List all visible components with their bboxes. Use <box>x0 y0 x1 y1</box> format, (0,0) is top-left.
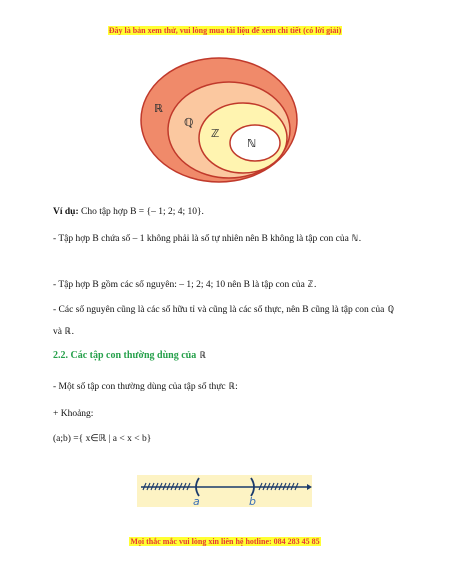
paragraph-2-text: - Tập hợp B gồm các số nguyên: – 1; 2; 4; 10 nên B là tập con của <box>53 280 305 290</box>
rational-set-label: ℚ <box>184 116 194 129</box>
paragraph-2-end: . <box>313 280 317 290</box>
interval-formula: (a;b) ={ x∈ℝ | a < x < b} <box>53 434 152 444</box>
paragraph-3-end: . <box>71 327 74 337</box>
rational-set-symbol: ℚ <box>387 305 394 315</box>
paragraph-1 <box>53 228 398 250</box>
real-set-symbol: ℝ <box>65 327 71 337</box>
point-a-label: a <box>193 495 200 507</box>
hotline-notice-text: Mọi thắc mắc vui lòng xin liên hệ hotline: 084 283 45 85 <box>130 537 320 546</box>
section-heading <box>53 350 206 361</box>
paragraph-5 <box>53 403 398 425</box>
integer-set-symbol: ℤ <box>307 280 314 290</box>
number-line-background <box>137 475 312 507</box>
section-heading-text: 2.2. Các tập con thường dùng của <box>53 350 197 361</box>
example-text: Cho tập hợp B = {– 1; 2; 4; 10}. <box>80 207 204 217</box>
preview-notice-text: Đây là bản xem thử, vui lòng mua tài liệu để xem chi tiết (có lời giải) <box>108 26 342 35</box>
paragraph-4-end: : <box>235 382 238 392</box>
natural-set-symbol: ℕ <box>352 234 359 244</box>
integer-set-label: ℤ <box>211 127 220 140</box>
real-set-symbol-2: ℝ <box>228 382 235 392</box>
paragraph-1-end: . <box>358 234 362 244</box>
open-interval-number-line <box>137 475 312 507</box>
paragraph-3-middle: và <box>53 327 62 337</box>
example-label: Ví dụ: <box>53 207 79 217</box>
example-paragraph <box>53 201 398 223</box>
preview-notice <box>0 26 450 35</box>
natural-set-label: ℕ <box>247 137 257 150</box>
paragraph-4 <box>53 376 398 398</box>
paragraph-3 <box>53 299 398 343</box>
heading-real-set-symbol: ℝ <box>199 351 206 361</box>
hotline-notice <box>0 537 450 546</box>
paragraph-1-text: - Tập hợp B chứa số – 1 không phải là số tự nhiên nên B không là tập con của <box>53 234 349 244</box>
real-set-label: ℝ <box>154 102 163 115</box>
paragraph-2 <box>53 274 398 296</box>
interval-label: + Khoảng: <box>53 409 94 419</box>
number-sets-venn-diagram <box>139 55 299 185</box>
paragraph-4-text: - Một số tập con thường dùng của tập số thực <box>53 382 226 392</box>
paragraph-3-text: - Các số nguyên cũng là các số hữu tỉ và cũng là các số thực, nên B cũng là tập con của <box>53 305 385 315</box>
point-b-label: b <box>249 495 256 507</box>
